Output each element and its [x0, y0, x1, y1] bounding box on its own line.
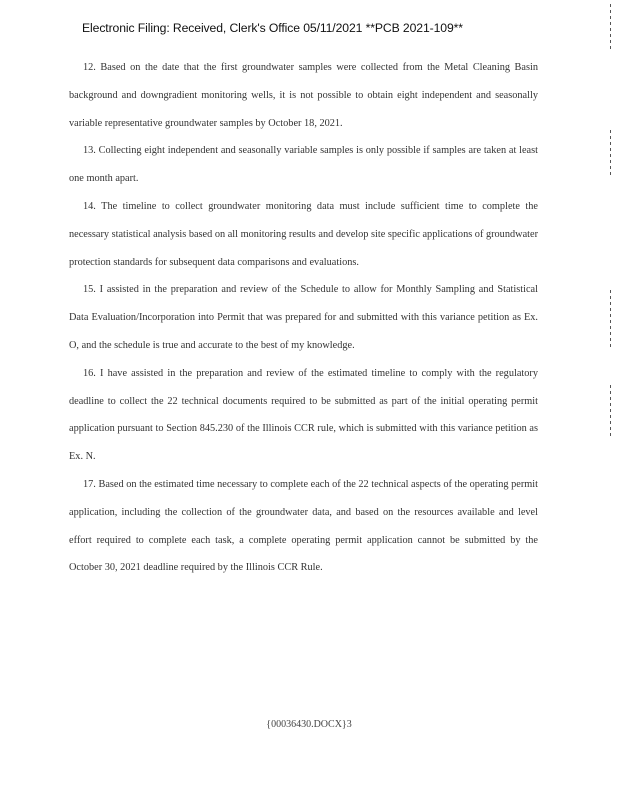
- scan-edge-marks-lower: [610, 385, 612, 439]
- paragraph-17: 17. Based on the estimated time necessary to complete each of the 22 technical aspects of the operating permit application, including the collection of the groundwater data, and based on the resources available and level effort required to complete each task, a complete operating permit application cannot be submitted by the October 30, 2021 deadline required by the Illinois CCR Rule.: [69, 478, 538, 574]
- scan-edge-marks-upper: [610, 130, 612, 178]
- paragraph-16: 16. I have assisted in the preparation and review of the estimated timeline to comply with the regulatory deadline to collect the 22 technical documents required to be submitted as part of the initial operating permit application pursuant to Section 845.230 of the Illinois CCR rule, which is submitted with this variance petition as Ex. N.: [69, 367, 538, 463]
- paragraph-15: 15. I assisted in the preparation and review of the Schedule to allow for Monthly Sampling and Statistical Data Evaluation/Incorporation into Permit that was prepared for and submitted with this variance petition as Ex. O, and the schedule is true and accurate to the best of my knowledge.: [69, 284, 538, 351]
- filing-stamp-header: Electronic Filing: Received, Clerk's Office 05/11/2021 **PCB 2021-109**: [82, 21, 463, 35]
- paragraph-13: 13. Collecting eight independent and seasonally variable samples is only possible if samples are taken at least one month apart.: [69, 145, 538, 185]
- paragraph-14: 14. The timeline to collect groundwater monitoring data must include sufficient time to complete the necessary statistical analysis based on all monitoring results and develop site specific applications of groundwater protection standards for subsequent data comparisons and evaluations.: [69, 200, 538, 268]
- scan-edge-marks-top: [610, 4, 612, 52]
- paragraph-12: 12. Based on the date that the first groundwater samples were collected from the Metal Cleaning Basin background and downgradient monitoring wells, it is not possible to obtain eight independent and seasonally variable representative groundwater samples by October 18, 2021.: [69, 62, 538, 129]
- scan-edge-marks-middle: [610, 290, 612, 350]
- page-footer-marker: {00036430.DOCX}3: [266, 719, 352, 730]
- document-body: [69, 54, 538, 582]
